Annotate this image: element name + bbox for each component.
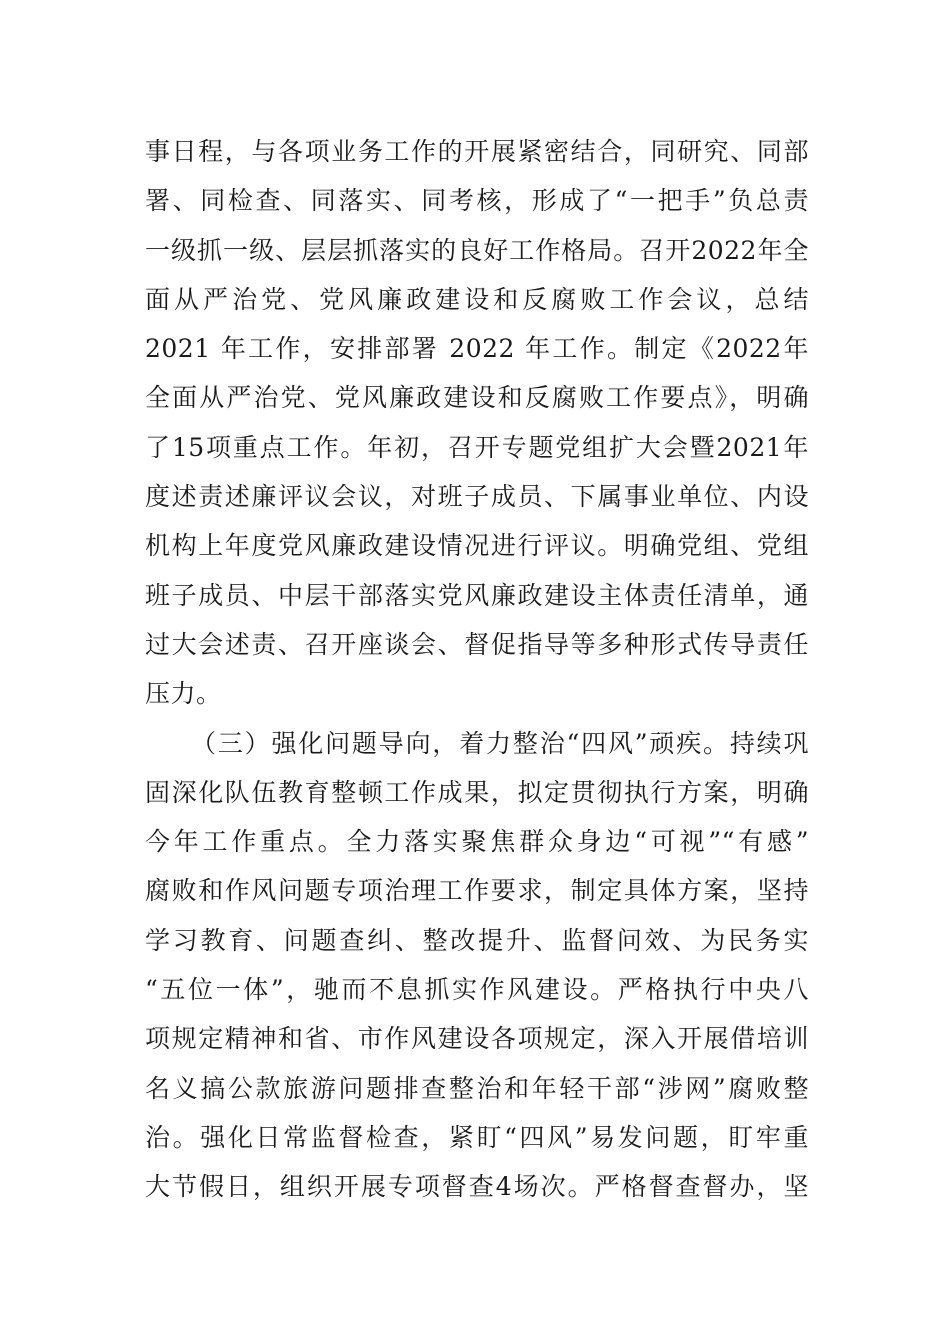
text-line: “五位一体”，驰而不息抓实作风建设。严格执行中央八 <box>145 975 809 1005</box>
text-line: 过大会述责、召开座谈会、督促指导等多种形式传导责任 <box>145 629 809 659</box>
paragraph-end-line: 压力。 <box>145 679 222 709</box>
text-line: 一级抓一级、层层抓落实的良好工作格局。召开2022年全 <box>145 235 809 265</box>
text-line: 班子成员、中层干部落实党风廉政建设主体责任清单，通 <box>145 580 809 610</box>
text-line: 了15项重点工作。年初，召开专题党组扩大会暨2021年 <box>145 432 809 462</box>
text-line: 学习教育、问题查纠、整改提升、监督问效、为民务实 <box>145 925 809 955</box>
text-line: 腐败和作风问题专项治理工作要求，制定具体方案，坚持 <box>145 876 809 906</box>
text-line: 署、同检查、同落实、同考核，形成了“一把手”负总责 <box>145 186 809 216</box>
text-line: 机构上年度党风廉政建设情况进行评议。明确党组、党组 <box>145 531 809 561</box>
document-body <box>145 127 809 1212</box>
text-line: 全面从严治党、党风廉政建设和反腐败工作要点》，明确 <box>145 383 809 413</box>
text-line: 固深化队伍教育整顿工作成果，拟定贯彻执行方案，明确 <box>145 777 809 807</box>
text-line: 面从严治党、党风廉政建设和反腐败工作会议，总结 <box>145 284 809 314</box>
text-line: 度述责述廉评议会议，对班子成员、下属事业单位、内设 <box>145 482 809 512</box>
text-line: 事日程，与各项业务工作的开展紧密结合，同研究、同部 <box>145 137 809 166</box>
text-line: 名义搞公款旅游问题排查整治和年轻干部“涉网”腐败整 <box>145 1073 809 1103</box>
text-line: 大节假日，组织开展专项督查4场次。严格督查督办，坚 <box>145 1172 809 1202</box>
text-line: 2021 年工作，安排部署 2022 年工作。制定《2022年 <box>145 334 809 364</box>
text-line: 今年工作重点。全力落实聚焦群众身边“可视”“有感” <box>145 827 809 857</box>
text-line: 治。强化日常监督检查，紧盯“四风”易发问题，盯牢重 <box>145 1122 809 1152</box>
section-heading-line: （三）强化问题导向，着力整治“四风”顽疾。持续巩 <box>191 728 809 758</box>
text-line: 项规定精神和省、市作风建设各项规定，深入开展借培训 <box>145 1024 809 1054</box>
